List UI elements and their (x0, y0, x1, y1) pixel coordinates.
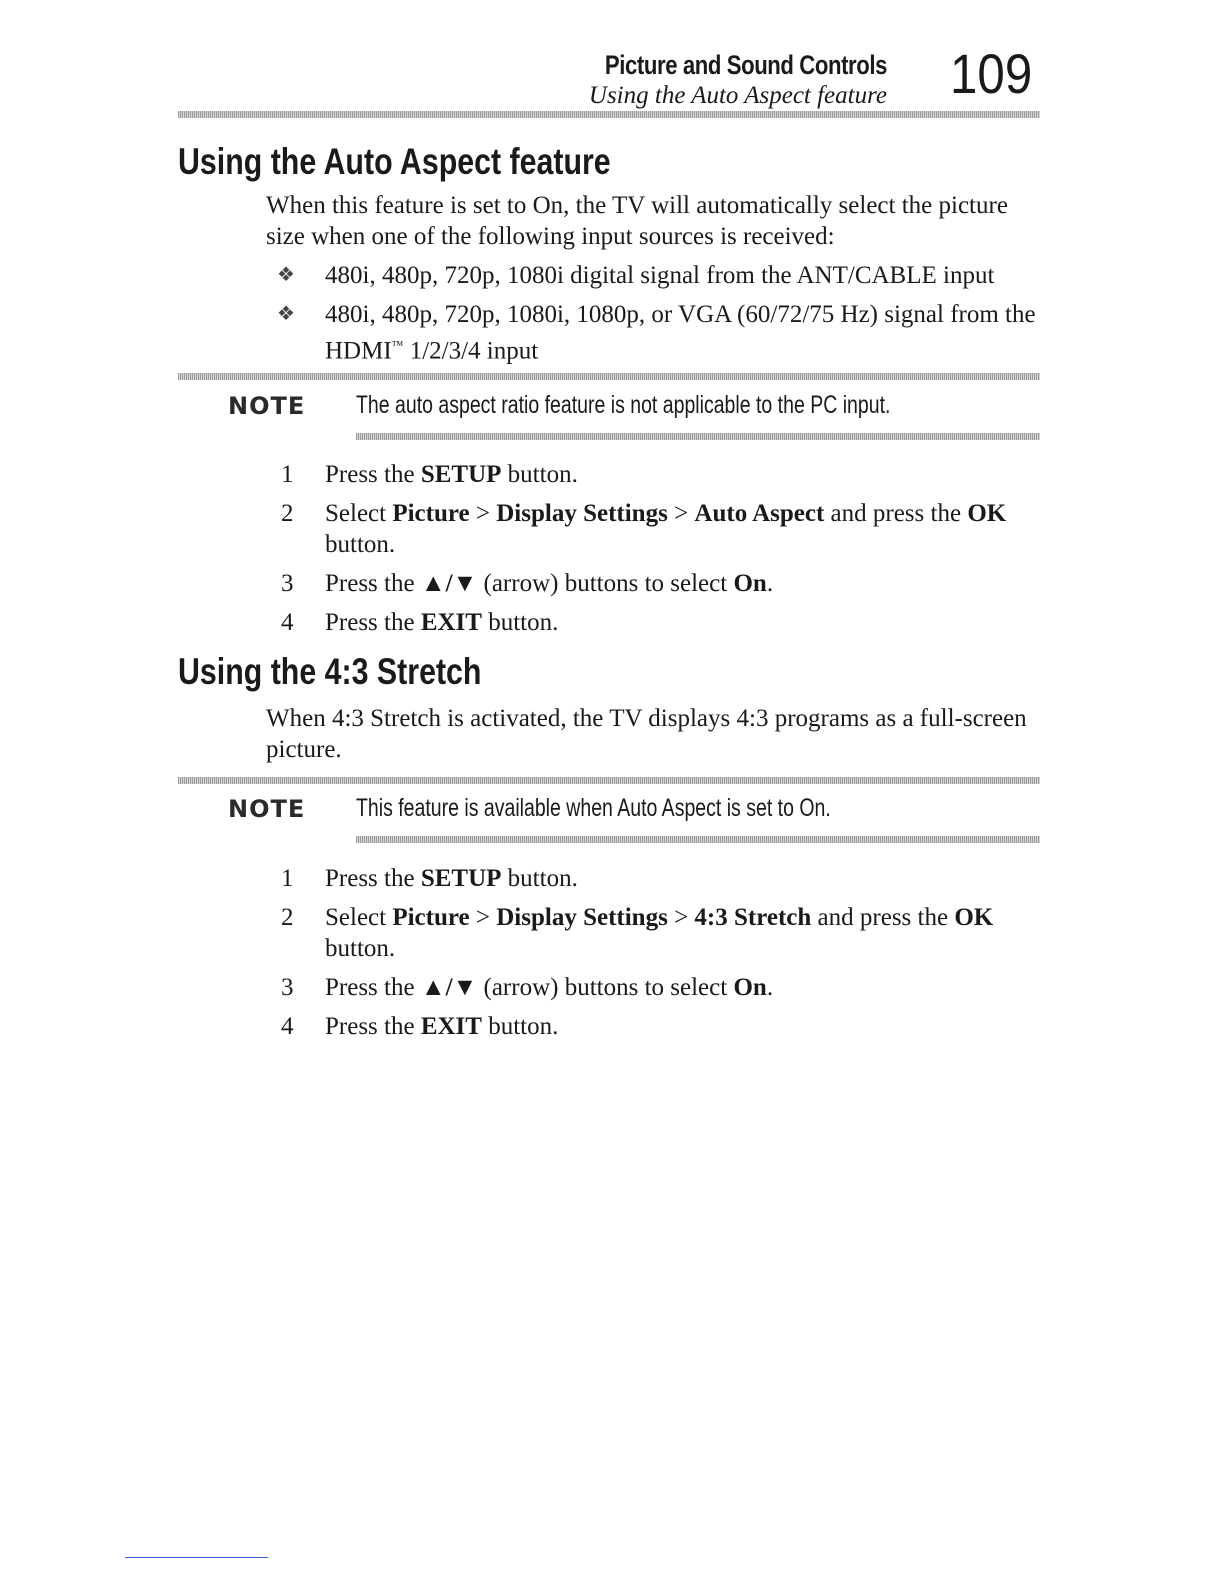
auto-aspect-intro: When this feature is set to On, the TV will automatically select the picture size when one of the following input sources is received: (266, 192, 1008, 250)
step-number: 2 (281, 904, 294, 931)
step-text: Press the ▲/▼ (arrow) buttons to select On. (325, 974, 774, 1001)
footer-line (125, 1557, 268, 1558)
note-text: This feature is available when Auto Aspect is set to On. (356, 794, 831, 822)
step-number: 1 (281, 461, 294, 488)
step-text: Select Picture > Display Settings > 4:3 Stretch and press the OK button. (325, 904, 994, 962)
note-label: NOTE (228, 795, 306, 823)
step-number: 1 (281, 865, 294, 892)
note-label: NOTE (228, 392, 306, 420)
stretch-intro: When 4:3 Stretch is activated, the TV displays 4:3 programs as a full-screen picture. (266, 705, 1027, 763)
step-number: 3 (281, 570, 294, 597)
step-number: 3 (281, 974, 294, 1001)
section-title-stretch: Using the 4:3 Stretch (178, 651, 482, 692)
step-text: Press the SETUP button. (325, 865, 578, 892)
step-text: Press the EXIT button. (325, 609, 559, 636)
section-title-auto-aspect: Using the Auto Aspect feature (178, 141, 611, 182)
note-text: The auto aspect ratio feature is not applicable to the PC input. (356, 391, 891, 419)
bullet-icon: ❖ (277, 264, 295, 286)
note-rule-top (178, 777, 1040, 784)
running-header-subsection: Using the Auto Aspect feature (588, 82, 887, 109)
step-number: 2 (281, 500, 294, 527)
note-rule-bottom (356, 433, 1040, 440)
step-text: Press the SETUP button. (325, 461, 578, 488)
step-text: Press the ▲/▼ (arrow) buttons to select On. (325, 570, 774, 597)
running-header-section: Picture and Sound Controls (604, 50, 887, 80)
bullet-icon: ❖ (277, 303, 295, 325)
step-number: 4 (281, 1013, 294, 1040)
page-number: 109 (950, 42, 1033, 105)
bullet-item: 480i, 480p, 720p, 1080i digital signal from the ANT/CABLE input (325, 262, 995, 289)
step-text: Select Picture > Display Settings > Auto Aspect and press the OK button. (325, 500, 1007, 558)
note-rule-top (178, 373, 1040, 380)
note-rule-bottom (356, 836, 1040, 843)
step-number: 4 (281, 609, 294, 636)
step-text: Press the EXIT button. (325, 1013, 559, 1040)
header-rule (178, 111, 1040, 118)
bullet-item: 480i, 480p, 720p, 1080i, 1080p, or VGA (60/72/75 Hz) signal from the HDMI™ 1/2/3/4 input (325, 301, 1036, 365)
